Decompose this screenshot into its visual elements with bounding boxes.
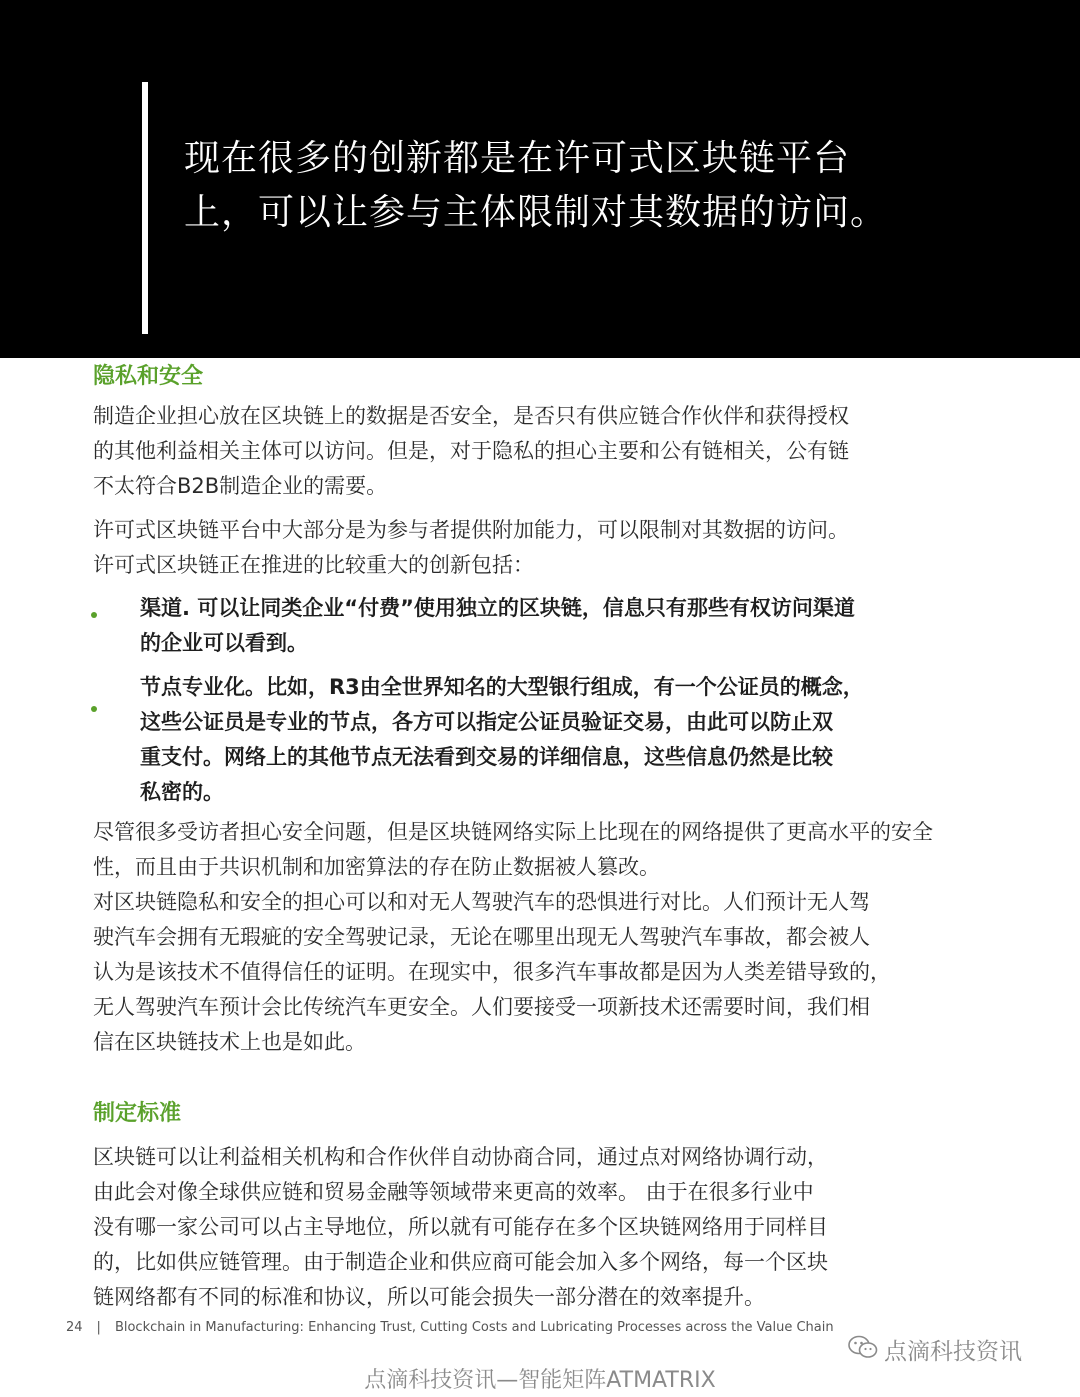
text-line: 的企业可以看到。 xyxy=(140,631,308,655)
bullet-item xyxy=(140,670,1020,810)
text-line: 私密的。 xyxy=(140,780,224,804)
text-line: 许可式区块链平台中大部分是为参与者提供附加能力，可以限制对其数据的访问。 xyxy=(93,518,849,542)
bullet-dot xyxy=(91,706,97,712)
text-line: 许可式区块链正在推进的比较重大的创新包括： xyxy=(93,553,534,577)
paragraph xyxy=(93,1140,1043,1315)
text-line: 对区块链隐私和安全的担心可以和对无人驾驶汽车的恐惧进行对比。人们预计无人驾 xyxy=(93,890,870,914)
text-line: 制造企业担心放在区块链上的数据是否安全，是否只有供应链合作伙伴和获得授权 xyxy=(93,404,849,428)
text-line: 节点专业化。比如，R3由全世界知名的大型银行组成，有一个公证员的概念， xyxy=(140,675,864,699)
bullet-dot xyxy=(91,612,97,618)
text-line: 的其他利益相关主体可以访问。但是，对于隐私的担心主要和公有链相关，公有链 xyxy=(93,439,849,463)
paragraph xyxy=(93,513,1043,583)
text-line: 认为是该技术不值得信任的证明。在现实中，很多汽车事故都是因为人类差错导致的， xyxy=(93,960,891,984)
paragraph xyxy=(93,885,1043,1060)
pull-quote xyxy=(184,132,944,240)
quote-line: 上，可以让参与主体限制对其数据的访问。 xyxy=(184,192,888,233)
wechat-icon xyxy=(848,1334,878,1360)
text-line: 重支付。网络上的其他节点无法看到交易的详细信息，这些信息仍然是比较 xyxy=(140,745,833,769)
text-line: 渠道. 可以让同类企业“付费”使用独立的区块链，信息只有那些有权访问渠道 xyxy=(140,596,855,620)
text-line: 没有哪一家公司可以占主导地位，所以就有可能存在多个区块链网络用于同样目 xyxy=(93,1215,828,1239)
text-line: 区块链可以让利益相关机构和合作伙伴自动协商合同，通过点对网络协调行动， xyxy=(93,1145,828,1169)
quote-banner xyxy=(0,0,1080,358)
text-line: 的，比如供应链管理。由于制造企业和供应商可能会加入多个网络，每一个区块 xyxy=(93,1250,828,1274)
paragraph xyxy=(93,399,1043,504)
text-line: 由此会对像全球供应链和贸易金融等领域带来更高的效率。 由于在很多行业中 xyxy=(93,1180,814,1204)
text-line: 这些公证员是专业的节点，各方可以指定公证员验证交易，由此可以防止双 xyxy=(140,710,833,734)
text-line: 性，而且由于共识机制和加密算法的存在防止数据被人篡改。 xyxy=(93,855,660,879)
page-number: 24 xyxy=(66,1320,83,1335)
caption: 点滴科技资讯—智能矩阵ATMATRIX xyxy=(364,1368,716,1393)
watermark-text: 点滴科技资讯 xyxy=(884,1339,1022,1365)
bullet-item xyxy=(140,591,1020,661)
text-line: 尽管很多受访者担心安全问题，但是区块链网络实际上比现在的网络提供了更高水平的安全 xyxy=(93,820,933,844)
footer-title: Blockchain in Manufacturing: Enhancing Trust, Cutting Costs and Lubricating Processes across the Value Chain xyxy=(114,1320,834,1335)
paragraph xyxy=(93,815,1043,885)
text-line: 驶汽车会拥有无瑕疵的安全驾驶记录，无论在哪里出现无人驾驶汽车事故，都会被人 xyxy=(93,925,870,949)
page-footer xyxy=(66,1320,834,1335)
quote-bar xyxy=(142,82,148,334)
quote-line: 现在很多的创新都是在许可式区块链平台 xyxy=(184,138,851,179)
footer-separator: | xyxy=(96,1320,101,1335)
text-line: 信在区块链技术上也是如此。 xyxy=(93,1030,366,1054)
text-line: 链网络都有不同的标准和协议，所以可能会损失一部分潜在的效率提升。 xyxy=(93,1285,765,1309)
text-line: 不太符合B2B制造企业的需要。 xyxy=(93,474,388,498)
section-heading-standards: 制定标准 xyxy=(93,1101,182,1126)
text-line: 无人驾驶汽车预计会比传统汽车更安全。人们要接受一项新技术还需要时间，我们相 xyxy=(93,995,870,1019)
section-heading-privacy: 隐私和安全 xyxy=(93,364,204,389)
